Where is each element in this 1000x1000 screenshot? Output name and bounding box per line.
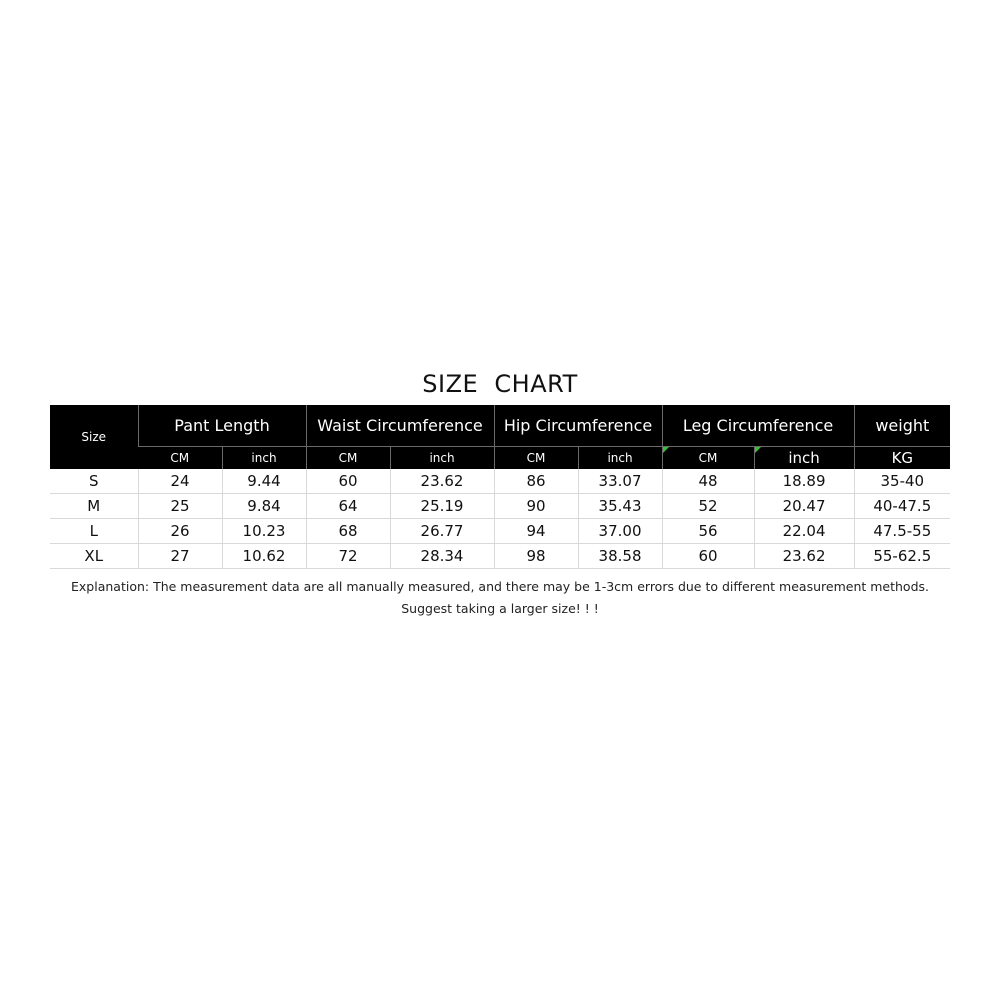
table-cell: 24 — [138, 469, 222, 494]
size-label-cell: M — [50, 494, 138, 519]
table-cell: 20.47 — [754, 494, 854, 519]
unit-header: KG — [854, 447, 950, 470]
table-cell: 68 — [306, 519, 390, 544]
size-chart-title: SIZE CHART — [422, 370, 578, 398]
table-cell: 60 — [662, 544, 754, 569]
table-cell: 26 — [138, 519, 222, 544]
explanation-note: Explanation: The measurement data are all manually measured, and there may be 1-3cm errors due to different measurement methods. — [71, 579, 929, 594]
table-cell: 9.44 — [222, 469, 306, 494]
unit-header: inch — [390, 447, 494, 470]
table-cell: 37.00 — [578, 519, 662, 544]
header-row-units — [50, 447, 950, 470]
size-label-cell: L — [50, 519, 138, 544]
table-cell: 40-47.5 — [854, 494, 950, 519]
table-cell: 22.04 — [754, 519, 854, 544]
size-label-cell: XL — [50, 544, 138, 569]
weight-header: weight — [854, 405, 950, 447]
table-cell: 23.62 — [390, 469, 494, 494]
suggestion-note: Suggest taking a larger size! ! ! — [401, 601, 599, 616]
table-cell: 10.23 — [222, 519, 306, 544]
unit-header: CM — [306, 447, 390, 470]
table-cell: 94 — [494, 519, 578, 544]
table-cell: 98 — [494, 544, 578, 569]
size-column-header: Size — [50, 405, 138, 469]
table-cell: 10.62 — [222, 544, 306, 569]
unit-header: inch — [578, 447, 662, 470]
unit-header: inch — [754, 447, 854, 470]
table-row — [50, 544, 950, 569]
header-row-groups — [50, 405, 950, 447]
table-cell: 25.19 — [390, 494, 494, 519]
table-cell: 25 — [138, 494, 222, 519]
table-cell: 23.62 — [754, 544, 854, 569]
table-cell: 52 — [662, 494, 754, 519]
waist-circumference-header: Waist Circumference — [306, 405, 494, 447]
table-cell: 47.5-55 — [854, 519, 950, 544]
table-cell: 90 — [494, 494, 578, 519]
table-cell: 38.58 — [578, 544, 662, 569]
table-cell: 55-62.5 — [854, 544, 950, 569]
table-cell: 72 — [306, 544, 390, 569]
size-table-body — [50, 469, 950, 569]
hip-circumference-header: Hip Circumference — [494, 405, 662, 447]
pant-length-header: Pant Length — [138, 405, 306, 447]
table-row — [50, 494, 950, 519]
unit-header: CM — [138, 447, 222, 470]
table-cell: 35-40 — [854, 469, 950, 494]
table-cell: 48 — [662, 469, 754, 494]
table-cell: 64 — [306, 494, 390, 519]
unit-header: inch — [222, 447, 306, 470]
table-cell: 33.07 — [578, 469, 662, 494]
unit-header: CM — [494, 447, 578, 470]
table-cell: 86 — [494, 469, 578, 494]
table-row — [50, 469, 950, 494]
size-label-cell: S — [50, 469, 138, 494]
leg-circumference-header: Leg Circumference — [662, 405, 854, 447]
table-cell: 9.84 — [222, 494, 306, 519]
table-cell: 56 — [662, 519, 754, 544]
table-cell: 18.89 — [754, 469, 854, 494]
table-cell: 26.77 — [390, 519, 494, 544]
table-cell: 28.34 — [390, 544, 494, 569]
size-chart-table — [50, 405, 950, 569]
table-row — [50, 519, 950, 544]
table-cell: 60 — [306, 469, 390, 494]
table-cell: 35.43 — [578, 494, 662, 519]
table-cell: 27 — [138, 544, 222, 569]
unit-header: CM — [662, 447, 754, 470]
